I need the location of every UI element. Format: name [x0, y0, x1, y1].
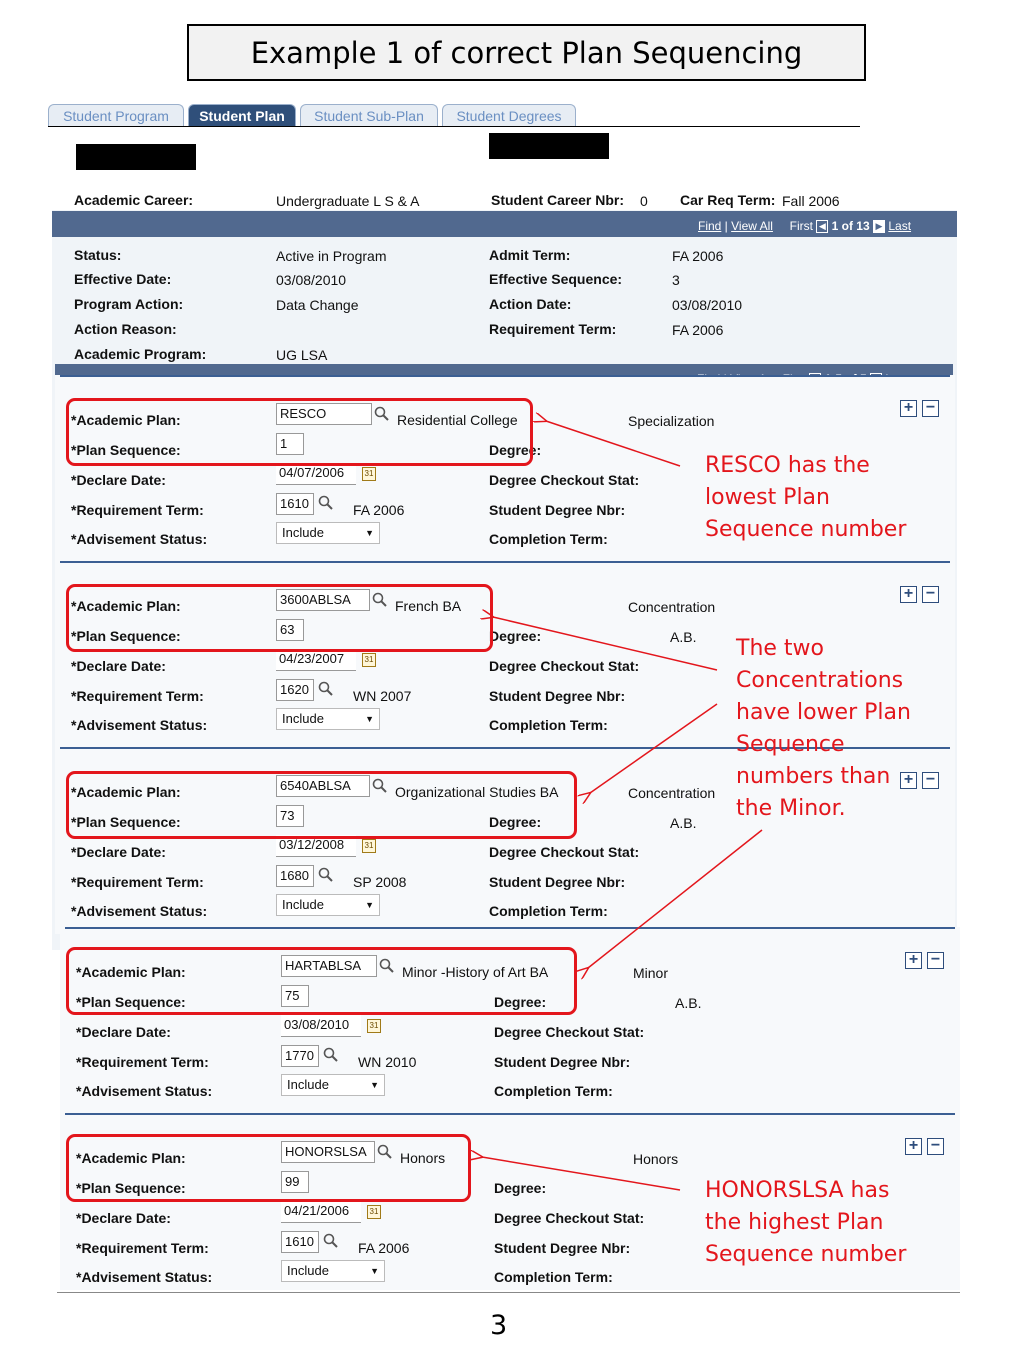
tab-student-program[interactable]: Student Program [48, 104, 184, 126]
note-line: the highest Plan [705, 1210, 884, 1235]
declare-date-label: *Declare Date: [76, 1024, 171, 1040]
effective-sequence-label: Effective Sequence: [489, 271, 623, 287]
calendar-icon[interactable]: 31 [367, 1019, 381, 1033]
next-arrow-icon[interactable]: ▶ [873, 220, 885, 233]
note-line: numbers than [736, 764, 891, 789]
student-degree-nbr-label: Student Degree Nbr: [494, 1054, 631, 1070]
academic-career-label: Academic Career: [74, 192, 194, 208]
requirement-term-label: Requirement Term: [489, 321, 617, 337]
plan-sequence-label: *Plan Sequence: [76, 994, 186, 1010]
advisement-status-label: *Advisement Status: [76, 1269, 213, 1285]
plan-sequence-input[interactable]: 99 [281, 1171, 309, 1193]
requirement-term-input[interactable]: 1610 [281, 1231, 319, 1253]
completion-term-label: Completion Term: [494, 1269, 613, 1285]
arrow-to-french [493, 617, 717, 670]
car-req-term-value: Fall 2006 [782, 193, 840, 209]
requirement-term-label: *Requirement Term: [76, 1054, 209, 1070]
calendar-icon[interactable]: 31 [362, 653, 376, 667]
action-date-label: Action Date: [489, 296, 572, 312]
status-value: Active in Program [276, 248, 387, 264]
academic-plan-input[interactable]: RESCO [276, 403, 372, 425]
arrow-to-resco [546, 421, 680, 466]
requirement-term-input[interactable]: 1610 [276, 493, 314, 515]
degree-value: A.B. [670, 815, 697, 831]
add-row-button[interactable]: + [900, 400, 917, 417]
page-number: 3 [490, 1310, 508, 1341]
tab-student-degrees[interactable]: Student Degrees [442, 104, 576, 126]
status-label: Status: [74, 247, 122, 263]
delete-row-button[interactable]: − [922, 586, 939, 603]
academic-plan-input[interactable]: HONORSLSA [281, 1141, 375, 1163]
academic-career-value: Undergraduate L S & A [276, 193, 420, 209]
requirement-term-label: *Requirement Term: [71, 502, 204, 518]
degree-checkout-label: Degree Checkout Stat: [489, 472, 640, 488]
arrow-to-honors [482, 1157, 680, 1190]
plan-type: Concentration [628, 785, 716, 801]
plan-type: Specialization [628, 413, 715, 429]
chevron-down-icon: ▼ [365, 900, 374, 910]
degree-label: Degree: [489, 442, 542, 458]
first-label: First [789, 219, 813, 233]
requirement-term-input[interactable]: 1770 [281, 1045, 319, 1067]
view-all-link[interactable]: View All [731, 219, 773, 233]
note-line: lowest Plan [705, 485, 830, 510]
delete-row-button[interactable]: − [922, 772, 939, 789]
plan-sequence-input[interactable]: 63 [276, 619, 304, 641]
delete-row-button[interactable]: − [922, 400, 939, 417]
declare-date-label: *Declare Date: [71, 658, 166, 674]
degree-checkout-label: Degree Checkout Stat: [489, 658, 640, 674]
degree-label: Degree: [489, 628, 542, 644]
completion-term-label: Completion Term: [489, 903, 608, 919]
plan-description: Organizational Studies BA [395, 784, 559, 800]
plan-type: Honors [633, 1151, 679, 1167]
effective-date-value: 03/08/2010 [276, 272, 347, 288]
add-row-button[interactable]: + [905, 952, 922, 969]
prev-arrow-icon[interactable]: ◀ [816, 220, 828, 233]
add-row-button[interactable]: + [900, 772, 917, 789]
degree-label: Degree: [494, 1180, 547, 1196]
declare-date-input[interactable]: 03/08/2010 [281, 1015, 361, 1037]
note-line: the Minor. [736, 796, 846, 821]
admit-term-label: Admit Term: [489, 247, 571, 263]
declare-date-label: *Declare Date: [71, 844, 166, 860]
plan-description: Honors [400, 1150, 446, 1166]
declare-date-input[interactable]: 04/23/2007 [276, 649, 356, 671]
plan-sequence-label: *Plan Sequence: [71, 814, 181, 830]
career-nbr-label: Student Career Nbr: [491, 192, 625, 208]
calendar-icon[interactable]: 31 [367, 1205, 381, 1219]
requirement-term-description: FA 2006 [353, 502, 405, 518]
degree-checkout-label: Degree Checkout Stat: [489, 844, 640, 860]
declare-date-input[interactable]: 04/21/2006 [281, 1201, 361, 1223]
career-nbr-value: 0 [640, 193, 648, 209]
effective-sequence-value: 3 [672, 272, 680, 288]
advisement-status-value: Include [287, 1263, 329, 1278]
admit-term-value: FA 2006 [672, 248, 724, 264]
advisement-status-value: Include [282, 897, 324, 912]
delete-row-button[interactable]: − [927, 1138, 944, 1155]
calendar-icon[interactable]: 31 [362, 467, 376, 481]
note-line: HONORSLSA has [705, 1178, 890, 1203]
plan-description: Residential College [397, 412, 518, 428]
advisement-status-label: *Advisement Status: [71, 717, 208, 733]
chevron-down-icon: ▼ [370, 1266, 379, 1276]
declare-date-label: *Declare Date: [76, 1210, 171, 1226]
action-date-value: 03/08/2010 [672, 297, 743, 313]
effective-date-label: Effective Date: [74, 271, 172, 287]
advisement-status-value: Include [287, 1077, 329, 1092]
requirement-term-label: *Requirement Term: [71, 688, 204, 704]
academic-plan-label: *Academic Plan: [71, 412, 181, 428]
degree-label: Degree: [489, 814, 542, 830]
academic-plan-label: *Academic Plan: [76, 964, 186, 980]
academic-program-label: Academic Program: [74, 346, 207, 362]
chevron-down-icon: ▼ [365, 528, 374, 538]
car-req-term-label: Car Req Term: [680, 192, 776, 208]
note-line: The two [736, 636, 824, 661]
requirement-term-description: SP 2008 [353, 874, 407, 890]
completion-term-label: Completion Term: [489, 717, 608, 733]
arrow-to-minor [588, 830, 762, 968]
row-count: 1 of 13 [831, 219, 870, 233]
note-line: RESCO has the [705, 453, 870, 478]
note-line: Sequence number [705, 517, 907, 542]
plan-sequence-label: *Plan Sequence: [71, 628, 181, 644]
plan-sequence-input[interactable]: 1 [276, 433, 304, 455]
plan-description: Minor -History of Art BA [402, 964, 549, 980]
note-line: Concentrations [736, 668, 904, 693]
plan-type: Concentration [628, 599, 716, 615]
tab-student-plan[interactable]: Student Plan [188, 104, 296, 126]
requirement-term-value: FA 2006 [672, 322, 724, 338]
add-row-button[interactable]: + [900, 586, 917, 603]
advisement-status-label: *Advisement Status: [76, 1083, 213, 1099]
advisement-status-label: *Advisement Status: [71, 531, 208, 547]
declare-date-label: *Declare Date: [71, 472, 166, 488]
find-link[interactable]: Find [698, 219, 722, 233]
requirement-term-description: WN 2007 [353, 688, 412, 704]
requirement-term-description: WN 2010 [358, 1054, 417, 1070]
requirement-term-label: *Requirement Term: [76, 1240, 209, 1256]
note-line: Sequence number [705, 1242, 907, 1267]
degree-value: A.B. [675, 995, 702, 1011]
advisement-status-label: *Advisement Status: [71, 903, 208, 919]
chevron-down-icon: ▼ [365, 714, 374, 724]
completion-term-label: Completion Term: [489, 531, 608, 547]
academic-plan-label: *Academic Plan: [71, 598, 181, 614]
student-degree-nbr-label: Student Degree Nbr: [494, 1240, 631, 1256]
degree-value: A.B. [670, 629, 697, 645]
academic-plan-label: *Academic Plan: [71, 784, 181, 800]
requirement-term-label: *Requirement Term: [71, 874, 204, 890]
plan-type: Minor [633, 965, 669, 981]
degree-checkout-label: Degree Checkout Stat: [494, 1024, 645, 1040]
last-link[interactable]: Last [888, 219, 912, 233]
requirement-term-input[interactable]: 1680 [276, 865, 314, 887]
academic-program-value: UG LSA [276, 347, 328, 363]
student-degree-nbr-label: Student Degree Nbr: [489, 874, 626, 890]
calendar-icon[interactable]: 31 [362, 839, 376, 853]
declare-date-input[interactable]: 03/12/2008 [276, 835, 356, 857]
academic-plan-input[interactable]: 3600ABLSA [276, 589, 370, 611]
action-reason-label: Action Reason: [74, 321, 177, 337]
degree-label: Degree: [494, 994, 547, 1010]
program-action-value: Data Change [276, 297, 359, 313]
academic-plan-input[interactable]: HARTABLSA [281, 955, 377, 977]
degree-checkout-label: Degree Checkout Stat: [494, 1210, 645, 1226]
advisement-status-value: Include [282, 711, 324, 726]
plan-sequence-input[interactable]: 75 [281, 985, 309, 1007]
chevron-down-icon: ▼ [370, 1080, 379, 1090]
add-row-button[interactable]: + [905, 1138, 922, 1155]
plan-sequence-label: *Plan Sequence: [71, 442, 181, 458]
plan-description: French BA [395, 598, 462, 614]
student-degree-nbr-label: Student Degree Nbr: [489, 688, 626, 704]
plan-sequence-label: *Plan Sequence: [76, 1180, 186, 1196]
requirement-term-description: FA 2006 [358, 1240, 410, 1256]
academic-plan-label: *Academic Plan: [76, 1150, 186, 1166]
program-action-label: Program Action: [74, 296, 184, 312]
tab-student-sub-plan[interactable]: Student Sub-Plan [300, 104, 438, 126]
requirement-term-input[interactable]: 1620 [276, 679, 314, 701]
note-line: have lower Plan [736, 700, 911, 725]
student-degree-nbr-label: Student Degree Nbr: [489, 502, 626, 518]
program-nav-controls: Find | View All First ◀ 1 of 13 ▶ Last [698, 219, 912, 233]
completion-term-label: Completion Term: [494, 1083, 613, 1099]
slide-title: Example 1 of correct Plan Sequencing [187, 24, 866, 81]
arrow-to-orgstudies [590, 704, 717, 793]
declare-date-input[interactable]: 04/07/2006 [276, 463, 356, 485]
delete-row-button[interactable]: − [927, 952, 944, 969]
plan-sequence-input[interactable]: 73 [276, 805, 304, 827]
advisement-status-value: Include [282, 525, 324, 540]
academic-plan-input[interactable]: 6540ABLSA [276, 775, 370, 797]
note-line: Sequence [736, 732, 845, 757]
